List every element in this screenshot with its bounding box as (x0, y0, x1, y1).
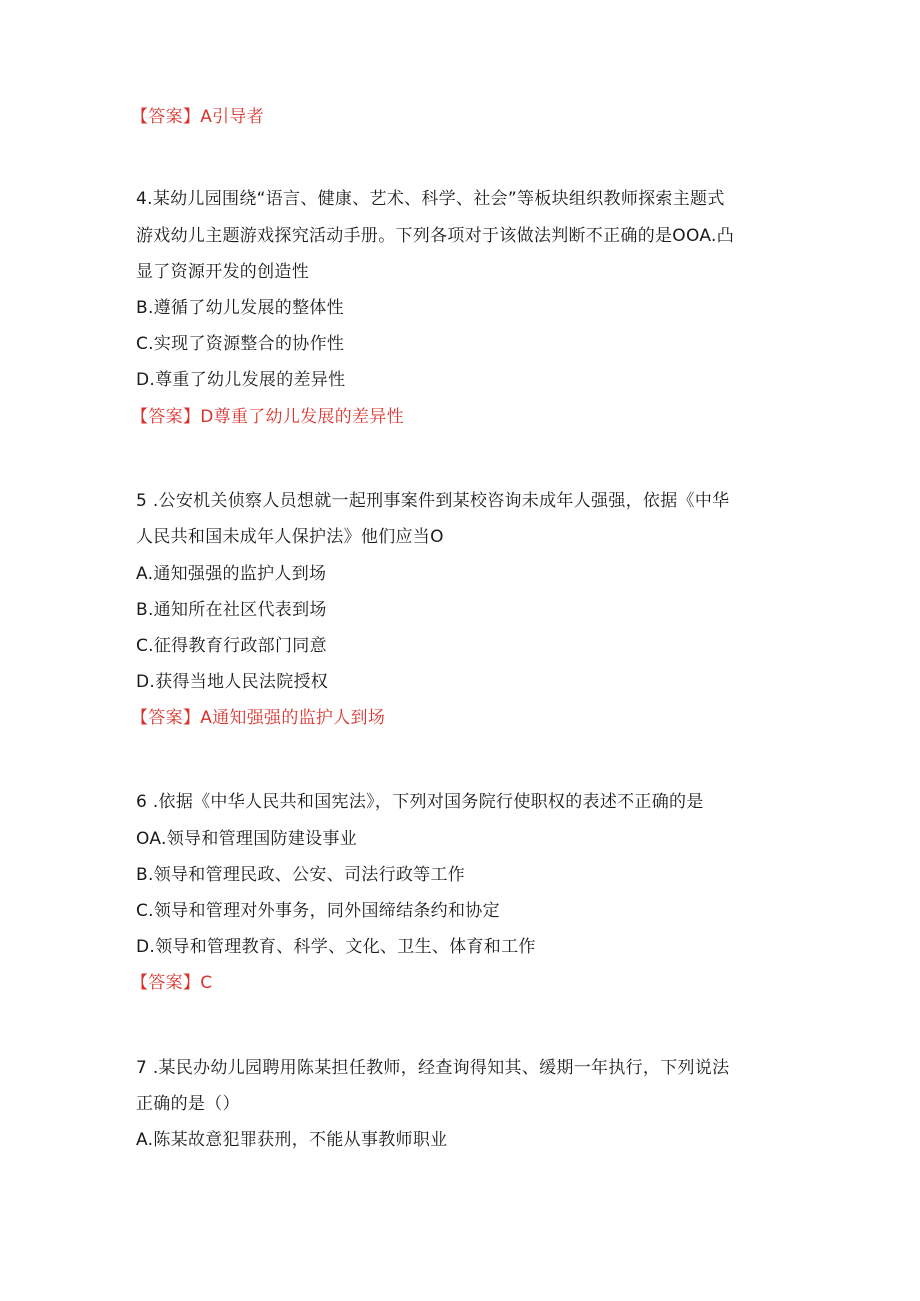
question-6-option-d: D.领导和管理教育、科学、文化、卫生、体育和工作 (136, 937, 536, 957)
question-7-line-2: 正确的是（） (136, 1094, 240, 1114)
question-4-option-d: D.尊重了幼儿发展的差异性 (136, 370, 346, 390)
question-7-line-1: 7 .某民办幼儿园聘用陈某担任教师，经查询得知其、缓期一年执行，下列说法 (136, 1058, 730, 1078)
answer-q4: 【答案】D尊重了幼儿发展的差异性 (131, 407, 404, 427)
question-5-line-1: 5 .公安机关侦察人员想就一起刑事案件到某校咨询未成年人强强，依据《中华 (136, 491, 730, 511)
question-5-option-b: B.通知所在社区代表到场 (136, 600, 327, 620)
question-4-option-b: B.遵循了幼儿发展的整体性 (136, 298, 344, 318)
question-6-option-a: OA.领导和管理国防建设事业 (136, 829, 358, 849)
question-6-line-1: 6 .依据《中华人民共和国宪法》，下列对国务院行使职权的表述不正确的是 (136, 792, 704, 812)
question-5-option-a: A.通知强强的监护人到场 (136, 564, 327, 584)
question-5-option-d: D.获得当地人民法院授权 (136, 672, 329, 692)
answer-q5: 【答案】A通知强强的监护人到场 (131, 708, 386, 728)
answer-q6: 【答案】C (131, 973, 213, 993)
question-4-line-3: 显了资源开发的创造性 (136, 262, 309, 282)
question-4-line-1: 4.某幼儿园围绕“语言、健康、艺术、科学、社会”等板块组织教师探索主题式 (136, 189, 725, 209)
question-5-line-2: 人民共和国未成年人保护法》他们应当O (136, 527, 444, 547)
question-4-line-2: 游戏幼儿主题游戏探究活动手册。下列各项对于该做法判断不正确的是OOA.凸 (136, 226, 734, 246)
question-4-option-c: C.实现了资源整合的协作性 (136, 334, 345, 354)
answer-q3: 【答案】A引导者 (131, 107, 265, 127)
question-6-option-c: C.领导和管理对外事务，同外国缔结条约和协定 (136, 901, 500, 921)
question-6-option-b: B.领导和管理民政、公安、司法行政等工作 (136, 865, 466, 885)
question-7-option-a: A.陈某故意犯罪获刑，不能从事教师职业 (136, 1130, 448, 1150)
question-5-option-c: C.征得教育行政部门同意 (136, 636, 327, 656)
